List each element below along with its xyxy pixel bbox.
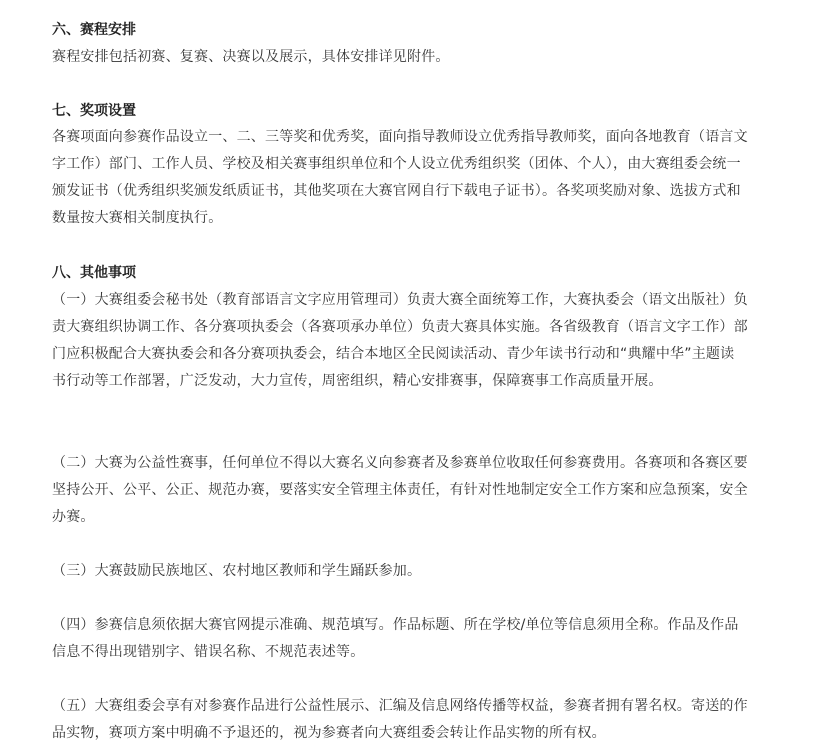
paragraph-other-2: （二）大赛为公益性赛事，任何单位不得以大赛名义向参赛者及参赛单位收取任何参赛费用。各赛项和各赛区要坚持公开、公平、公正、规范办赛，要落实安全管理主体责任，有针对性地制定安全工作方案和应急预案，安全办赛。 — [52, 455, 748, 525]
paragraph-other-1: （一）大赛组委会秘书处（教育部语言文字应用管理司）负责大赛全面统筹工作，大赛执委会（语文出版社）负责大赛组织协调工作、各分赛项执委会（各赛项承办单位）负责大赛具体实施。各省级教育（语言文字工作）部门应积极配合大赛执委会和各分赛项执委会，结合本地区全民阅读活动、青少年读书行动和“典耀中华”主题读书行动等工作部署，广泛发动，大力宣传，周密组织，精心安排赛事，保障赛事工作高质量开展。 — [52, 292, 748, 389]
paragraph-awards: 各赛项面向参赛作品设立一、二、三等奖和优秀奖，面向指导教师设立优秀指导教师奖，面向各地教育（语言文字工作）部门、工作人员、学校及相关赛事组织单位和个人设立优秀组织奖（团体、个人），由大赛组委会统一颁发证书（优秀组织奖颁发纸质证书，其他奖项在大赛官网自行下载电子证书）。各奖项奖励对象、选拔方式和数量按大赛相关制度执行。 — [52, 129, 748, 226]
section-title-schedule: 六、赛程安排 — [52, 22, 136, 38]
paragraph-schedule: 赛程安排包括初赛、复赛、决赛以及展示，具体安排详见附件。 — [52, 49, 450, 65]
section-title-awards: 七、奖项设置 — [52, 103, 136, 119]
section-title-other-matters: 八、其他事项 — [52, 265, 136, 281]
paragraph-other-4: （四）参赛信息须依据大赛官网提示准确、规范填写。作品标题、所在学校/单位等信息须用全称。作品及作品信息不得出现错别字、错误名称、不规范表述等。 — [52, 617, 739, 660]
paragraph-other-3: （三）大赛鼓励民族地区、农村地区教师和学生踊跃参加。 — [52, 563, 422, 579]
paragraph-other-5: （五）大赛组委会享有对参赛作品进行公益性展示、汇编及信息网络传播等权益，参赛者拥有署名权。寄送的作品实物，赛项方案中明确不予退还的，视为参赛者向大赛组委会转让作品实物的所有权。 — [52, 698, 748, 741]
